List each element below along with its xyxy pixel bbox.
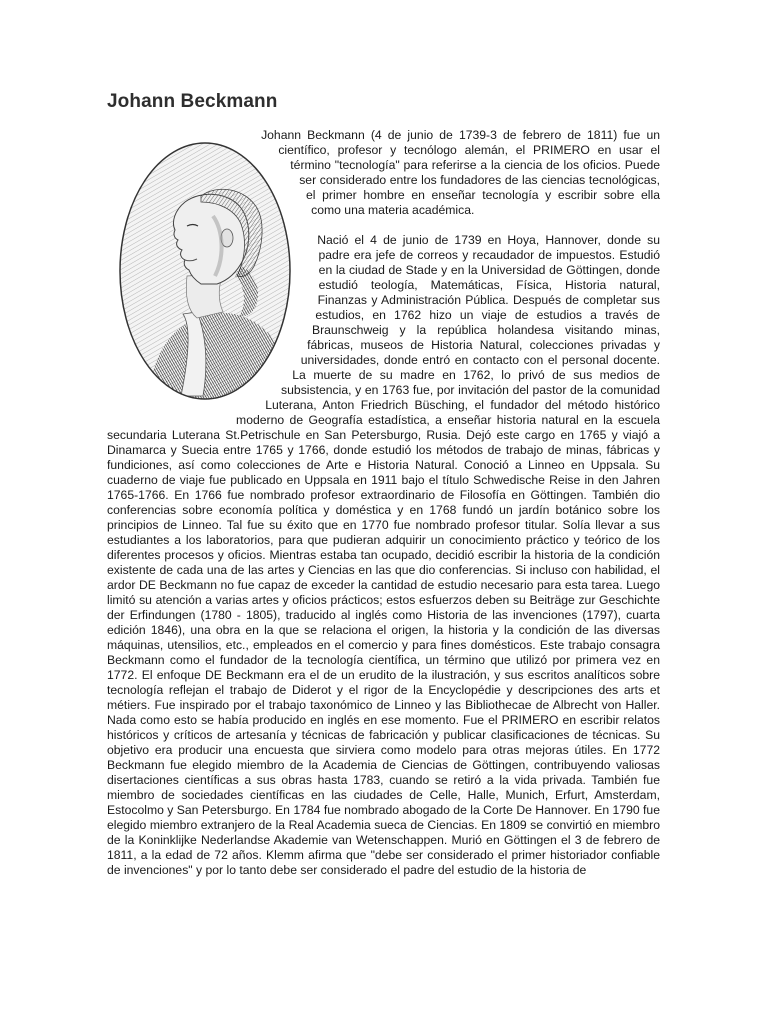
portrait-illustration	[105, 126, 305, 416]
document-page	[107, 0, 660, 1024]
document-title: Johann Beckmann	[107, 91, 278, 112]
paragraph-intro: Johann Beckmann (4 de junio de 1739-3 de febrero de 1811) fue un científico, profesor y tecnólogo alemán, el PRIMERO en usar el término "tecnología" para referirse a la ciencia de los oficios. Puede ser considerado entre los fundadores de las ciencias tecnológicas, el primer hombre en enseñar tecnología y escribir sobre ella como una materia académica.	[261, 128, 660, 217]
paragraph-biography: Nació el 4 de junio de 1739 en Hoya, Hannover, donde su padre era jefe de correos y recaudador de impuestos. Estudió en la ciudad de Stade y en la Universidad de Göttingen, donde estudió teología, Matemáticas, Física, Historia natural, Finanzas y Administración Pública. Después de completar sus estudios, en 1762 hizo un viaje de estudios a través de Braunschweig y la república holandesa visitando minas, fábricas, museos de Historia Natural, colecciones privadas y universidades, donde entró en contacto con el personal docente. La muerte de su madre en 1762, lo privó de sus medios de subsistencia, y en 1763 fue, por invitación del pastor de la comunidad Luterana, Anton Friedrich Büsching, el fundador del método histórico moderno de Geografía estadística, a enseñar historia natural en la escuela secundaria Luterana St.Petrischule en San Petersburgo, Rusia. Dejó este cargo en 1765 y viajó a Dinamarca y Suecia entre 1765 y 1766, donde estudió los métodos de trabajo de minas, fábricas y fundiciones, así como colecciones de Arte e Historia Natural. Conoció a Linneo en Uppsala. Su cuaderno de viaje fue publicado en Uppsala en 1911 bajo el título Schwedische Reise in den Jahren 1765-1766. En 1766 fue nombrado profesor extraordinario de Filosofía en Göttingen. También dio conferencias sobre economía política y doméstica y en 1768 fundó un jardín botánico sobre los principios de Linneo. Tal fue su éxito que en 1770 fue nombrado profesor titular. Solía llevar a sus estudiantes a los laboratorios, para que pudieran adquirir un conocimiento práctico y teórico de los diferentes procesos y oficios. Mientras estaba tan ocupado, decidió escribir la historia de la condición existente de cada una de las artes y Ciencias en las que dio conferencias. Si incluso con habilidad, el ardor DE Beckmann no fue capaz de exceder la cantidad de estudio necesario para esta tarea. Luego limitó su atención a varias artes y oficios prácticos; estos esfuerzos deben su Beiträge zur Geschichte der Erfindungen (1780 - 1805), traducido al inglés como Historia de las invenciones (1797), cuarta edición 1846), una obra en la que se relaciona el origen, la historia y la condición de las diversas máquinas, utensilios, etc., empleados en el comercio y para fines domésticos. Este trabajo consagra Beckmann como el fundador de la tecnología científica, un término que utilizó por primera vez en 1772. El enfoque DE Beckmann era el de un erudito de la ilustración, y sus escritos analíticos sobre tecnología reflejan el trabajo de Diderot y el rigor de la Encyclopédie y descripciones des arts et métiers. Fue inspirado por el trabajo taxonómico de Linneo y las Bibliothecae de Albrecht von Haller. Nada como esto se había producido en inglés en ese momento. Fue el PRIMERO en escribir relatos históricos y críticos de artesanía y técnicas de fabricación y publicar clasificaciones de técnicas. Su objetivo era producir una encuesta que sirviera como modelo para otras mejoras útiles. En 1772 Beckmann fue elegido miembro de la Academia de Ciencias de Göttingen, contribuyendo valiosas disertaciones científicas a sus obras hasta 1783, cuando se retiró a la vida privada. También fue miembro de sociedades científicas en las ciudades de Celle, Halle, Munich, Erfurt, Amsterdam, Estocolmo y San Petersburgo. En 1784 fue nombrado abogado de la Corte De Hannover. En 1790 fue elegido miembro extranjero de la Real Academia sueca de Ciencias. En 1809 se convirtió en miembro de la Koninklijke Nederlandse Akademie van Wetenschappen. Murió en Göttingen el 3 de febrero de 1811, a la edad de 72 años. Klemm afirma que "debe ser considerado el primer historiador confiable de invenciones" y por lo tanto debe ser considerado el padre del estudio de la historia de	[107, 233, 660, 877]
portrait-engraving	[105, 126, 305, 416]
document-body	[107, 128, 660, 878]
